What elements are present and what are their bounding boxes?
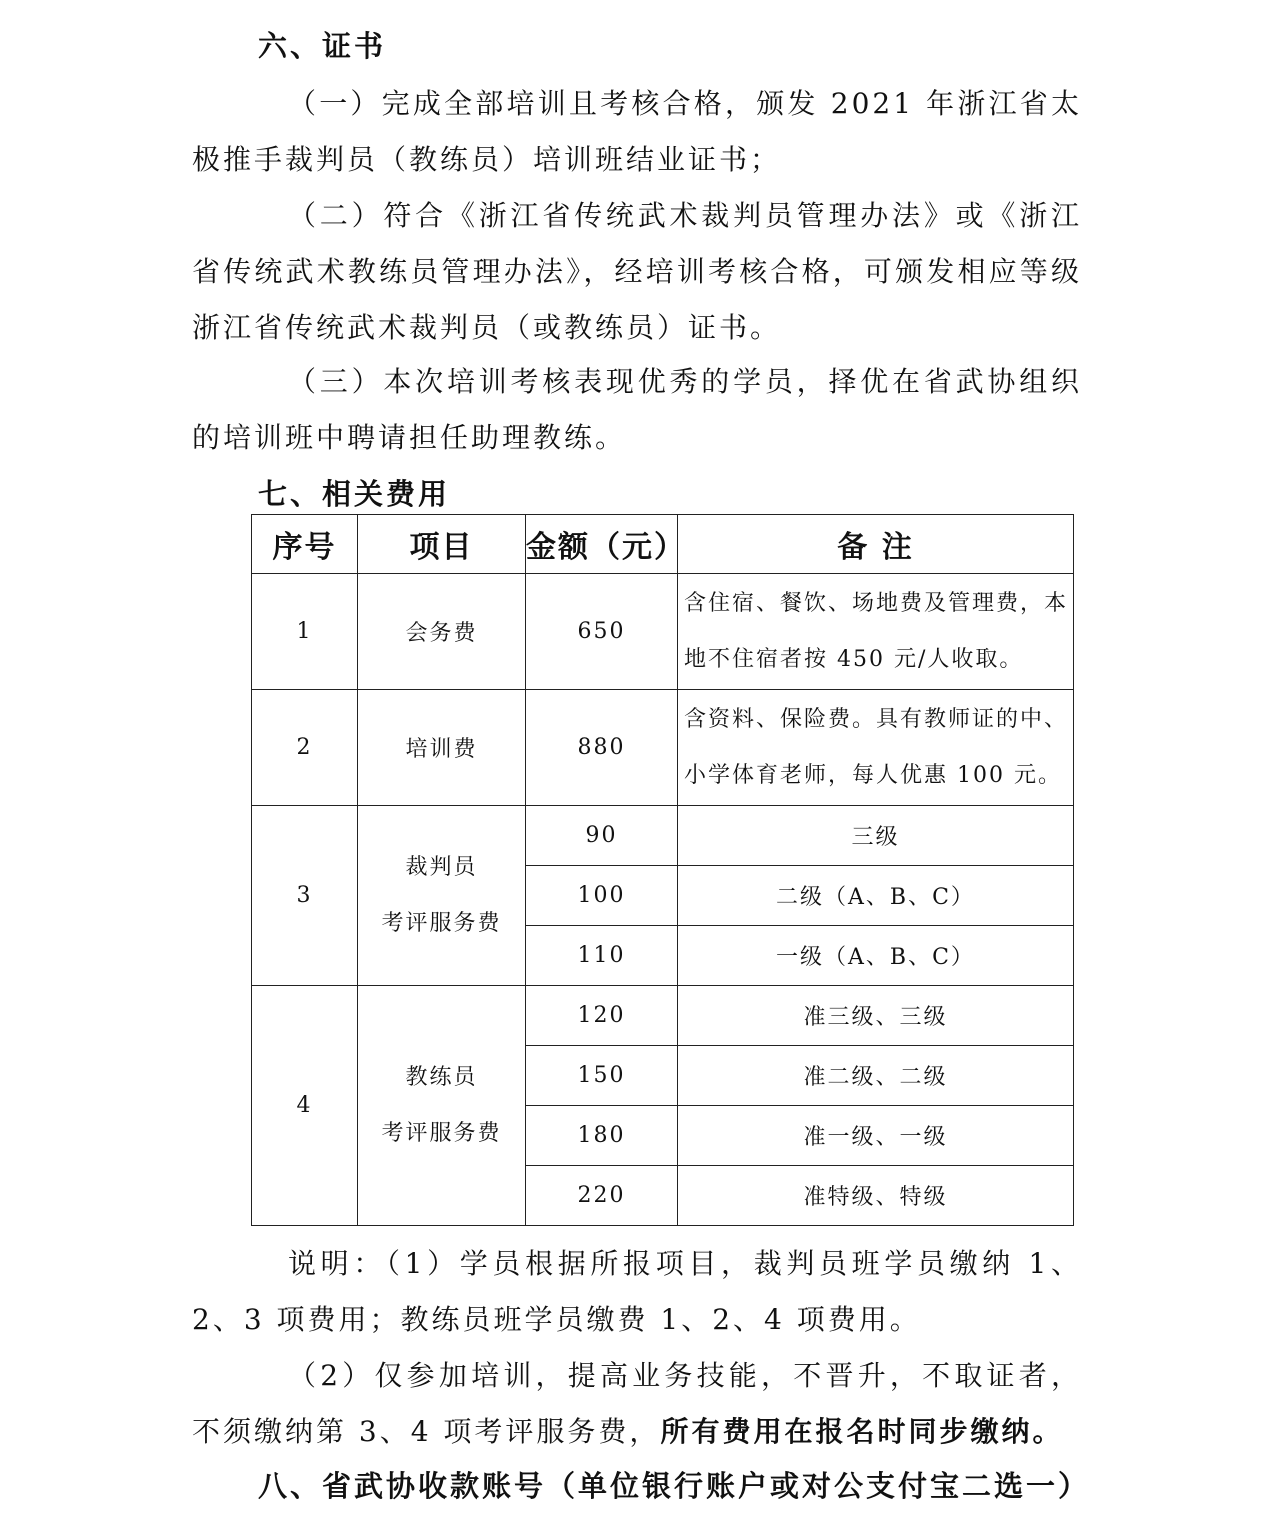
section7-heading: 七、相关费用 xyxy=(258,477,451,511)
section6-item-2: （二）符合《浙江省传统武术裁判员管理办法》或《浙江省传统武术教练员管理办法》，经培训考核合格，可颁发相应等级浙江省传统武术裁判员（或教练员）证书。 xyxy=(192,199,1082,344)
row4-amount-1: 120 xyxy=(526,986,678,1046)
row3-remark-3: 一级（A、B、C） xyxy=(678,926,1074,986)
row3-remark-2: 二级（A、B、C） xyxy=(678,866,1074,926)
table-row xyxy=(252,690,1074,806)
section8-heading: 八、省武协收款账号（单位银行账户或对公支付宝二选一） xyxy=(258,1469,1091,1503)
section6-item-3: （三）本次培训考核表现优秀的学员，择优在省武协组织的培训班中聘请担任助理教练。 xyxy=(192,365,1082,454)
row1-item: 会务费 xyxy=(358,574,526,690)
row2-remark: 含资料、保险费。具有教师证的中、小学体育老师，每人优惠 100 元。 xyxy=(678,690,1074,806)
row4-item xyxy=(358,986,526,1226)
row4-remark-4: 准特级、特级 xyxy=(678,1166,1074,1226)
fees-note-2-bold: 所有费用在报名时同步缴纳。 xyxy=(660,1415,1064,1448)
row2-item: 培训费 xyxy=(358,690,526,806)
row3-amount-3: 110 xyxy=(526,926,678,986)
header-item: 项目 xyxy=(358,515,526,574)
fees-note-1: 说明：（1）学员根据所报项目，裁判员班学员缴纳 1、2、3 项费用；教练员班学员缴费 1、2、4 项费用。 xyxy=(192,1247,1082,1336)
row4-remark-2: 准二级、二级 xyxy=(678,1046,1074,1106)
row3-item-line2: 考评服务费 xyxy=(381,910,502,936)
row4-amount-2: 150 xyxy=(526,1046,678,1106)
row4-amount-4: 220 xyxy=(526,1166,678,1226)
row2-no: 2 xyxy=(252,690,358,806)
row1-amount: 650 xyxy=(526,574,678,690)
fees-header-row xyxy=(252,515,1074,574)
row4-amount-3: 180 xyxy=(526,1106,678,1166)
row3-item xyxy=(358,806,526,986)
row3-remark-1: 三级 xyxy=(678,806,1074,866)
section6-heading: 六、证书 xyxy=(258,29,387,63)
fees-note-2-plain: （2）仅参加培训，提高业务技能，不晋升，不取证者，不须缴纳第 3、4 项考评服务费， xyxy=(192,1359,1082,1448)
row4-item-line1: 教练员 xyxy=(405,1064,478,1090)
table-row xyxy=(252,806,1074,866)
row1-remark: 含住宿、餐饮、场地费及管理费，本地不住宿者按 450 元/人收取。 xyxy=(678,574,1074,690)
row3-no: 3 xyxy=(252,806,358,986)
row4-item-line2: 考评服务费 xyxy=(381,1120,502,1146)
row3-amount-1: 90 xyxy=(526,806,678,866)
row4-no: 4 xyxy=(252,986,358,1226)
table-row xyxy=(252,574,1074,690)
row3-item-line1: 裁判员 xyxy=(405,854,478,880)
fees-note-2 xyxy=(192,1348,1082,1460)
table-row xyxy=(252,986,1074,1046)
row4-remark-1: 准三级、三级 xyxy=(678,986,1074,1046)
row3-amount-2: 100 xyxy=(526,866,678,926)
row4-remark-3: 准一级、一级 xyxy=(678,1106,1074,1166)
header-amount: 金额（元） xyxy=(526,515,678,574)
section6-item-1: （一）完成全部培训且考核合格，颁发 2021 年浙江省太极推手裁判员（教练员）培训班结业证书； xyxy=(192,87,1082,176)
header-remark: 备 注 xyxy=(678,515,1074,574)
row2-amount: 880 xyxy=(526,690,678,806)
header-no: 序号 xyxy=(252,515,358,574)
fees-table xyxy=(251,514,1074,1226)
row1-no: 1 xyxy=(252,574,358,690)
